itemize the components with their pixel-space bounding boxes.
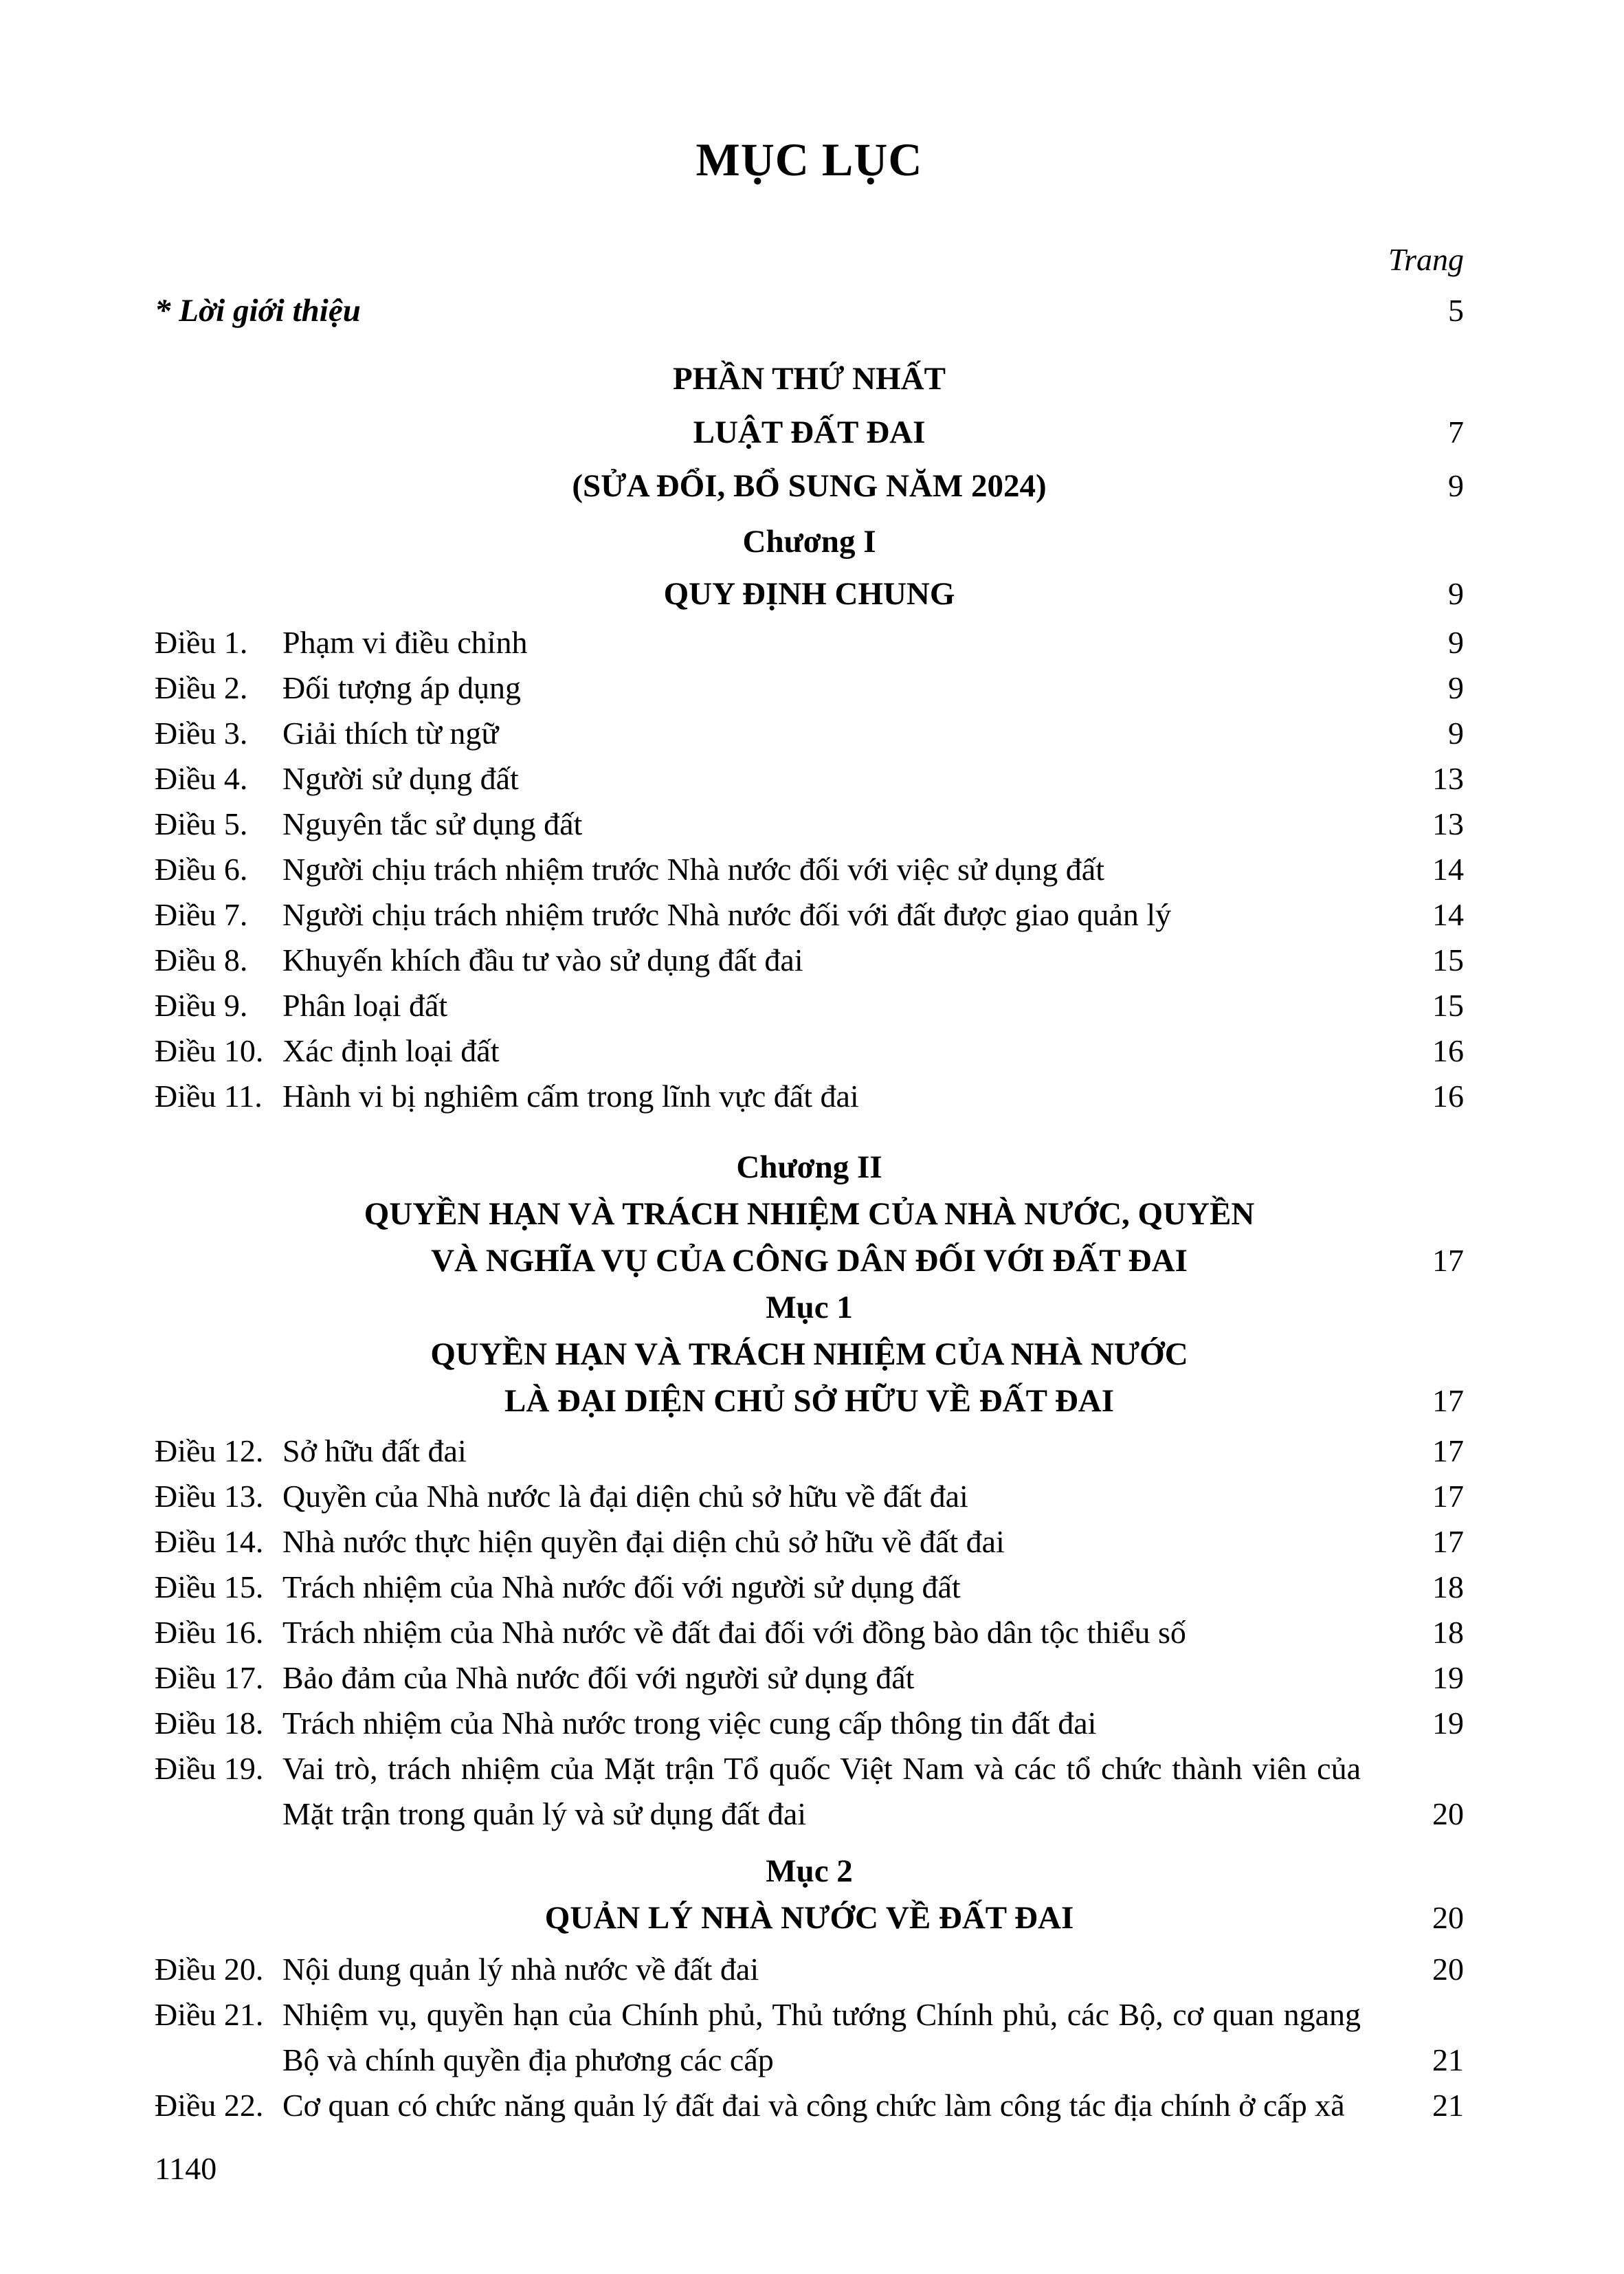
footer-page-number: 1140 (155, 2151, 217, 2186)
section2-title-line (155, 1895, 1464, 1941)
entry-label: Điều 21. (155, 1997, 264, 2032)
chapter1-page-number: 9 (1448, 576, 1464, 611)
section2-title: QUẢN LÝ NHÀ NƯỚC VỀ ĐẤT ĐAI (544, 1900, 1074, 1936)
entry-title: Người chịu trách nhiệm trước Nhà nước đối với đất được giao quản lý (282, 897, 1172, 932)
entry-label: Điều 3. (155, 716, 248, 751)
intro-row (155, 291, 1464, 330)
entry-page-number: 21 (1432, 2088, 1464, 2123)
toc-entry (155, 1028, 1464, 1074)
chapter1-label-line (155, 516, 1464, 568)
entry-page-number: 16 (1432, 1079, 1464, 1114)
toc-entry (155, 1701, 1464, 1746)
entry-label: Điều 20. (155, 1952, 264, 1987)
intro-page-number: 5 (1448, 293, 1464, 328)
entry-page-number: 18 (1432, 1569, 1464, 1604)
entry-title: Phạm vi điều chỉnh (282, 625, 528, 660)
section1-title-line1 (155, 1331, 1464, 1378)
page-title: MỤC LỤC (696, 133, 923, 186)
entry-title: Người chịu trách nhiệm trước Nhà nước đối với việc sử dụng đất (282, 852, 1104, 887)
entry-page-number: 13 (1432, 806, 1464, 841)
chapter2-label: Chương II (736, 1149, 882, 1185)
entry-label: Điều 17. (155, 1660, 264, 1695)
part1-name-line (155, 352, 1464, 406)
entry-title: Quyền của Nhà nước là đại diện chủ sở hữu về đất đai (282, 1479, 968, 1514)
entry-title: Cơ quan có chức năng quản lý đất đai và công chức làm công tác địa chính ở cấp xã (282, 2088, 1345, 2123)
entry-page-number: 20 (1432, 1796, 1464, 1831)
entry-label: Điều 18. (155, 1706, 264, 1741)
toc-entry (155, 1992, 1464, 2083)
entry-label: Điều 4. (155, 761, 248, 796)
entry-label: Điều 12. (155, 1433, 264, 1468)
entry-page-number: 15 (1432, 942, 1464, 978)
entry-label: Điều 1. (155, 625, 248, 660)
entry-label: Điều 11. (155, 1079, 263, 1114)
toc-entry (155, 1519, 1464, 1565)
entry-title: Khuyến khích đầu tư vào sử dụng đất đai (282, 942, 803, 978)
entry-title: Nội dung quản lý nhà nước về đất đai (282, 1952, 759, 1987)
toc-entry (155, 1947, 1464, 1992)
part1-title: LUẬT ĐẤT ĐAI (693, 415, 926, 450)
chapter2-title-part1: QUYỀN HẠN VÀ TRÁCH NHIỆM CỦA NHÀ NƯỚC, QUYỀN (364, 1196, 1255, 1232)
entry-page-number: 19 (1432, 1660, 1464, 1695)
entry-title: Người sử dụng đất (282, 761, 519, 796)
entry-page-number: 17 (1432, 1479, 1464, 1514)
toc-entry (155, 1746, 1464, 1837)
entry-label: Điều 10. (155, 1033, 264, 1068)
toc-entry (155, 1428, 1464, 1474)
part1-subtitle-page-number: 9 (1448, 468, 1464, 503)
entry-page-number: 9 (1448, 625, 1464, 660)
part1-title-line (155, 406, 1464, 459)
section1-label-line (155, 1284, 1464, 1331)
entry-page-number: 15 (1432, 988, 1464, 1023)
entry-title: Trách nhiệm của Nhà nước về đất đai đối với đồng bào dân tộc thiểu số (282, 1615, 1186, 1650)
entry-title: Trách nhiệm của Nhà nước trong việc cung cấp thông tin đất đai (282, 1706, 1097, 1741)
section1-title-line2 (155, 1378, 1464, 1424)
entry-page-number: 21 (1432, 2042, 1464, 2077)
chapter2-page-number: 17 (1432, 1243, 1464, 1278)
toc-entry (155, 620, 1464, 665)
toc-entry (155, 756, 1464, 802)
toc-entry (155, 1655, 1464, 1701)
toc-entry (155, 1474, 1464, 1519)
section1-title-part1: QUYỀN HẠN VÀ TRÁCH NHIỆM CỦA NHÀ NƯỚC (430, 1336, 1188, 1372)
entry-page-number: 13 (1432, 761, 1464, 796)
chapter2-title-line1 (155, 1191, 1464, 1237)
section2-heading (155, 1848, 1464, 1941)
toc-entry (155, 1074, 1464, 1119)
toc-entry (155, 2083, 1464, 2128)
entry-title: Sở hữu đất đai (282, 1433, 467, 1468)
entry-page-number: 19 (1432, 1706, 1464, 1741)
chapter1-heading (155, 516, 1464, 620)
entry-label: Điều 6. (155, 852, 248, 887)
entry-label: Điều 19. (155, 1751, 264, 1786)
section2-entries (155, 1947, 1464, 2128)
entry-label: Điều 13. (155, 1479, 264, 1514)
toc-entry (155, 665, 1464, 711)
section2-label-line (155, 1848, 1464, 1895)
entry-label: Điều 9. (155, 988, 248, 1023)
entry-title: Xác định loại đất (282, 1033, 500, 1068)
entry-title: Giải thích từ ngữ (282, 716, 499, 751)
toc-entry (155, 1610, 1464, 1655)
intro-label: * Lời giới thiệu (155, 293, 361, 329)
entry-page-number: 9 (1448, 716, 1464, 751)
entry-label: Điều 22. (155, 2088, 264, 2123)
entry-page-number: 18 (1432, 1615, 1464, 1650)
toc-entry (155, 802, 1464, 847)
chapter2-title-part2: VÀ NGHĨA VỤ CỦA CÔNG DÂN ĐỐI VỚI ĐẤT ĐAI (431, 1243, 1188, 1279)
entry-label: Điều 16. (155, 1615, 264, 1650)
part1-subtitle: (SỬA ĐỔI, BỔ SUNG NĂM 2024) (572, 468, 1047, 504)
entry-title: Đối tượng áp dụng (282, 670, 521, 705)
toc-entry (155, 938, 1464, 983)
part1-heading (155, 352, 1464, 513)
entry-page-number: 16 (1432, 1033, 1464, 1068)
entry-title: Nhiệm vụ, quyền hạn của Chính phủ, Thủ tướng Chính phủ, các Bộ, cơ quan ngang Bộ và chính quyền địa phương các cấp (282, 1997, 1361, 2077)
entry-label: Điều 15. (155, 1569, 264, 1604)
section1-entries (155, 1428, 1464, 1837)
entry-page-number: 9 (1448, 670, 1464, 705)
entry-title: Nhà nước thực hiện quyền đại diện chủ sở hữu về đất đai (282, 1524, 1005, 1559)
toc-entry (155, 847, 1464, 892)
entry-label: Điều 5. (155, 806, 248, 841)
section2-page-number: 20 (1432, 1900, 1464, 1935)
chapter2-heading (155, 1144, 1464, 1284)
toc-entry (155, 711, 1464, 756)
section1-page-number: 17 (1432, 1383, 1464, 1418)
toc-entry (155, 892, 1464, 938)
chapter1-title: QUY ĐỊNH CHUNG (663, 576, 955, 612)
entry-title: Trách nhiệm của Nhà nước đối với người sử dụng đất (282, 1569, 961, 1604)
entry-page-number: 14 (1432, 897, 1464, 932)
chapter2-label-line (155, 1144, 1464, 1191)
chapter1-entries (155, 620, 1464, 1119)
section1-heading (155, 1284, 1464, 1424)
entry-title: Phân loại đất (282, 988, 448, 1023)
entry-title: Nguyên tắc sử dụng đất (282, 806, 583, 841)
entry-page-number: 20 (1432, 1952, 1464, 1987)
section1-title-part2: LÀ ĐẠI DIỆN CHỦ SỞ HỮU VỀ ĐẤT ĐAI (504, 1383, 1115, 1419)
entry-label: Điều 8. (155, 942, 248, 978)
entry-label: Điều 7. (155, 897, 248, 932)
entry-page-number: 14 (1432, 852, 1464, 887)
entry-page-number: 17 (1432, 1433, 1464, 1468)
section1-label: Mục 1 (766, 1290, 853, 1325)
part1-name: PHẦN THỨ NHẤT (673, 361, 946, 397)
chapter1-title-line (155, 568, 1464, 620)
entry-title: Vai trò, trách nhiệm của Mặt trận Tổ quốc Việt Nam và các tổ chức thành viên của Mặt trận trong quản lý và sử dụng đất đai (282, 1751, 1361, 1831)
entry-label: Điều 2. (155, 670, 248, 705)
chapter1-label: Chương I (742, 524, 876, 560)
entry-page-number: 17 (1432, 1524, 1464, 1559)
page-column-header: Trang (1388, 242, 1464, 277)
chapter2-title-line2 (155, 1237, 1464, 1284)
toc-entry (155, 1565, 1464, 1610)
section2-label: Mục 2 (766, 1853, 853, 1889)
part1-subtitle-line (155, 459, 1464, 513)
part1-title-page-number: 7 (1448, 415, 1464, 450)
entry-label: Điều 14. (155, 1524, 264, 1559)
toc-entry (155, 983, 1464, 1028)
entry-title: Hành vi bị nghiêm cấm trong lĩnh vực đất đai (282, 1079, 859, 1114)
entry-title: Bảo đảm của Nhà nước đối với người sử dụng đất (282, 1660, 915, 1695)
